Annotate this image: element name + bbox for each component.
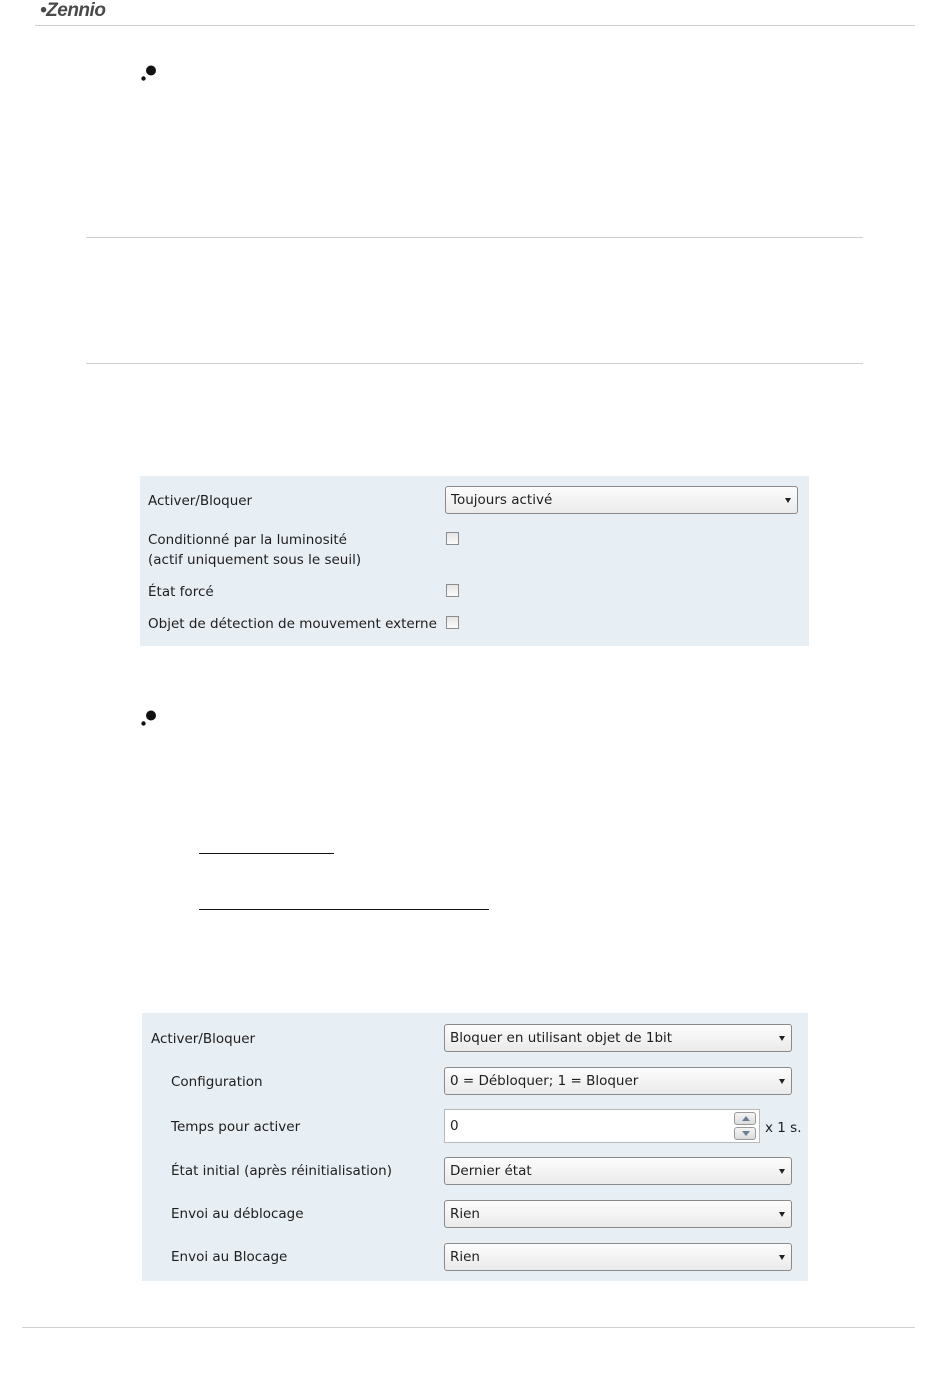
etat-force-checkbox[interactable]: [446, 584, 459, 597]
activer-bloquer-value: Toujours activé: [451, 492, 553, 508]
settings-panel-2: [142, 1013, 808, 1281]
etat-force-label: État forcé: [148, 584, 214, 600]
activer-bloquer-label: Activer/Bloquer: [151, 1031, 256, 1047]
activer-bloquer-dropdown[interactable]: [445, 486, 798, 514]
luminosite-checkbox[interactable]: [446, 532, 459, 545]
chevron-down-icon: [779, 1079, 785, 1084]
unit-label: x 1 s.: [765, 1120, 802, 1136]
underline-1: [199, 853, 334, 854]
envoi-deblocage-label: Envoi au déblocage: [171, 1206, 304, 1222]
header-divider: [35, 25, 915, 26]
temps-activer-input[interactable]: [444, 1109, 760, 1143]
etat-initial-label: État initial (après réinitialisation): [171, 1163, 392, 1179]
spin-down-button[interactable]: [734, 1127, 756, 1140]
arrow-down-icon: [742, 1131, 750, 1136]
etat-initial-value: Dernier état: [450, 1163, 532, 1179]
chevron-down-icon: [779, 1212, 785, 1217]
zennio-logo: •Zennio: [40, 0, 106, 21]
bullet-icon: [139, 63, 159, 83]
temps-activer-label: Temps pour activer: [171, 1119, 301, 1135]
detection-externe-label: Objet de détection de mouvement externe: [148, 616, 437, 632]
underline-2: [199, 909, 489, 910]
section-divider-top: [86, 237, 863, 238]
chevron-down-icon: [779, 1255, 785, 1260]
envoi-blocage-value: Rien: [450, 1249, 480, 1265]
luminosite-label-line2: (actif uniquement sous le seuil): [148, 552, 362, 568]
settings-panel-1: [140, 476, 809, 646]
etat-initial-dropdown[interactable]: [444, 1157, 792, 1185]
activer-bloquer-value: Bloquer en utilisant objet de 1bit: [450, 1030, 673, 1046]
footer-divider: [22, 1327, 915, 1328]
section-divider-bottom: [86, 363, 863, 364]
activer-bloquer-label: Activer/Bloquer: [148, 493, 253, 509]
bullet-icon: [139, 708, 159, 728]
luminosite-label-line1: Conditionné par la luminosité: [148, 532, 347, 548]
envoi-deblocage-value: Rien: [450, 1206, 480, 1222]
configuration-dropdown[interactable]: [444, 1067, 792, 1095]
chevron-down-icon: [779, 1036, 785, 1041]
envoi-deblocage-dropdown[interactable]: [444, 1200, 792, 1228]
envoi-blocage-dropdown[interactable]: [444, 1243, 792, 1271]
envoi-blocage-label: Envoi au Blocage: [171, 1249, 288, 1265]
spin-up-button[interactable]: [734, 1112, 756, 1125]
activer-bloquer-dropdown[interactable]: [444, 1024, 792, 1052]
chevron-down-icon: [779, 1169, 785, 1174]
temps-activer-value: 0: [450, 1118, 459, 1134]
detection-externe-checkbox[interactable]: [446, 616, 459, 629]
arrow-up-icon: [742, 1116, 750, 1121]
configuration-label: Configuration: [171, 1074, 263, 1090]
configuration-value: 0 = Débloquer; 1 = Bloquer: [450, 1073, 639, 1089]
chevron-down-icon: [785, 498, 791, 503]
